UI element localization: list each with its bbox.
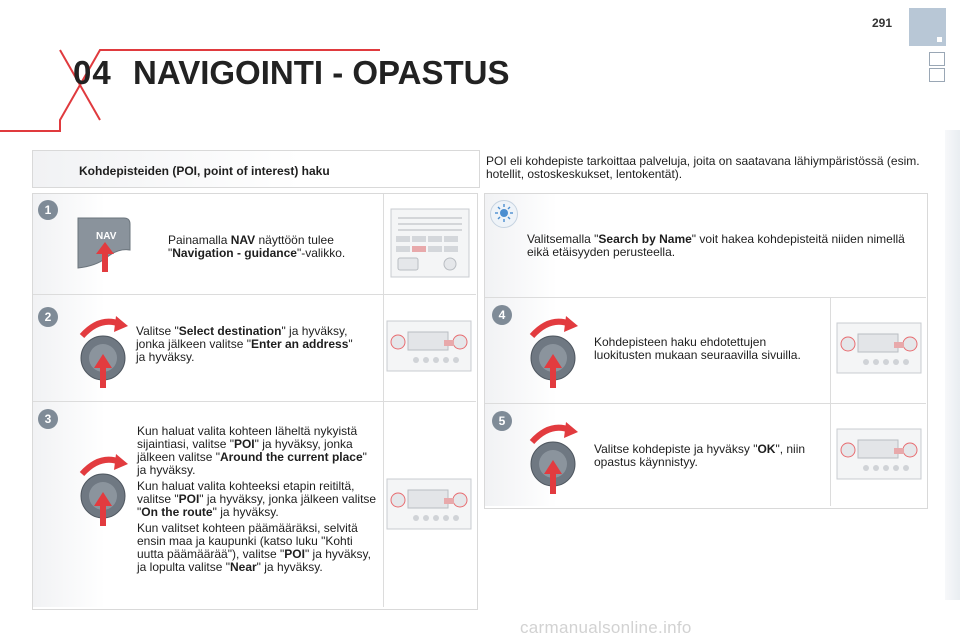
tip-text: Valitsemalla "Search by Name" voit hakea kohdepisteitä niiden nimellä eikä etäisyyden perusteella.: [527, 232, 905, 259]
step-badge-4: 4: [492, 305, 512, 325]
step-badge-5: 5: [492, 411, 512, 431]
step-4-text: Kohdepisteen haku ehdotettujen luokitusten mukaan seuraavilla sivuilla.: [594, 335, 801, 362]
radio-display-image-5: [836, 428, 922, 480]
page-edge-strip: [945, 130, 960, 600]
rotary-knob-icon: [522, 310, 584, 388]
page-number: 291: [872, 16, 893, 30]
tip-lightbulb-icon: [490, 200, 518, 228]
step-badge-1: 1: [38, 200, 58, 220]
chapter-tab: [909, 8, 946, 46]
step-badge-3: 3: [38, 409, 58, 429]
radio-display-image-2: [386, 320, 472, 372]
nav-button-label: NAV: [96, 231, 117, 242]
left-row-divider-1: [33, 294, 476, 295]
radio-display-image-3: [386, 478, 472, 530]
step-2-text: Valitse "Select destination" ja hyväksy, jonka jälkeen valitse "Enter an address" ja hyväksy.: [136, 324, 353, 364]
rotary-knob-icon: [522, 416, 584, 494]
watermark: carmanualsonline.info: [520, 618, 692, 637]
right-row-divider-1: [485, 297, 926, 298]
radio-display-image-1: [390, 208, 470, 278]
poi-heading-box: [32, 150, 480, 188]
rotary-knob-icon: [72, 448, 134, 526]
nav-button-icon: [72, 214, 134, 272]
left-row-divider-2: [33, 401, 476, 402]
step-badge-2: 2: [38, 307, 58, 327]
tab-marker-1: [929, 52, 945, 66]
poi-description: POI eli kohdepiste tarkoittaa palveluja, joita on saatavana lähiympäristössä (esim. hotellit, ostoskeskukset, lentokentät).: [486, 154, 920, 181]
chapter-title: NAVIGOINTI - OPASTUS: [133, 54, 510, 91]
radio-display-image-4: [836, 322, 922, 374]
step-5-text: Valitse kohdepiste ja hyväksy "OK", niin opastus käynnistyy.: [594, 442, 806, 469]
chapter-number: 04: [73, 54, 112, 91]
step-1-text: Painamalla NAV näyttöön tulee "Navigation - guidance"-valikko.: [168, 233, 346, 260]
right-row-divider-2: [485, 403, 926, 404]
poi-heading: Kohdepisteiden (POI, point of interest) haku: [79, 164, 330, 178]
tab-marker-2: [929, 68, 945, 82]
right-image-divider: [830, 298, 831, 506]
step-3-text: Kun haluat valita kohteen läheltä nykyistä sijaintiasi, valitse "POI" ja hyväksy, jonka jälkeen valitse "Around the current place" ja hyväksy. Kun haluat valita kohteeksi etapin reitiltä, valitse "POI" ja hyväksy, jonka jälkeen valitse "On the route" ja hyväksy. Kun valitset kohteen päämääräksi, selvitä ensin maa ja kaupunki (katso luku "Kohti uutta päämäärää"), valitse "POI" ja hyväksy, ja lopulta valitse "Near" ja hyväksy.: [137, 424, 377, 574]
rotary-knob-icon: [72, 310, 134, 388]
